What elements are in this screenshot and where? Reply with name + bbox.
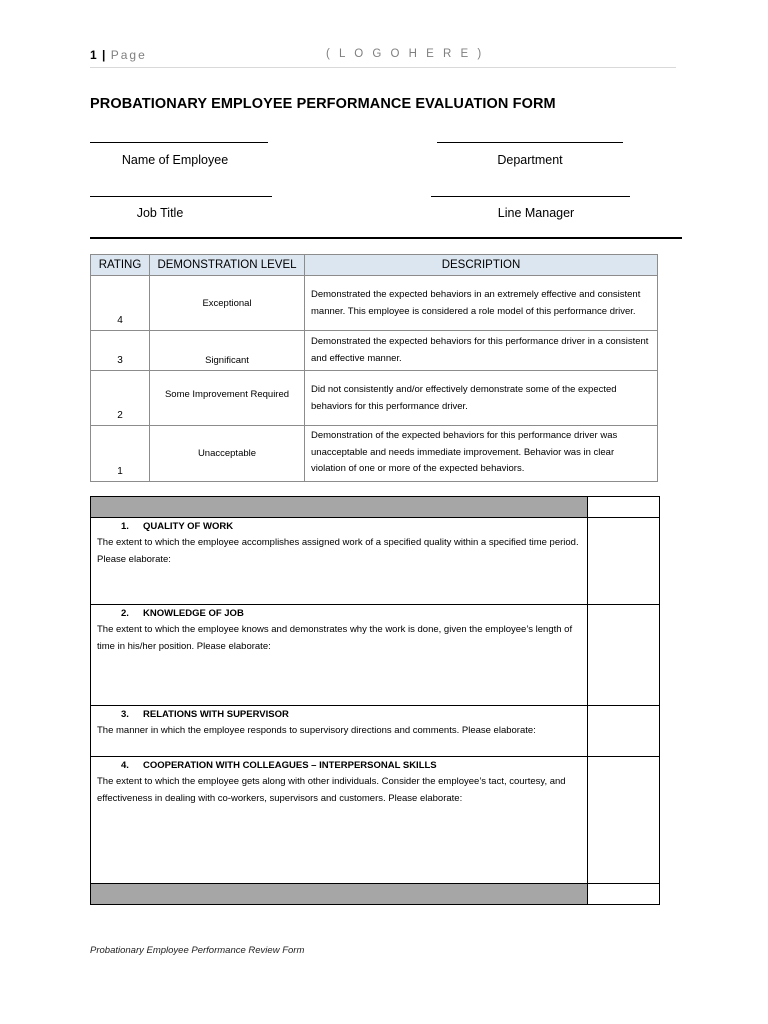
- question-title: COOPERATION WITH COLLEAGUES – INTERPERSONAL SKILLS: [143, 760, 437, 771]
- evaluation-item: [91, 518, 660, 605]
- rating-description: Did not consistently and/or effectively demonstrate some of the expected behaviors for this performance driver.: [305, 371, 658, 426]
- question-description: The extent to which the employee knows and demonstrates why the work is done, given the employee’s length of time in his/her position. Please elaborate:: [97, 624, 573, 652]
- question-number: 2.: [121, 608, 129, 619]
- score-input-cell[interactable]: [588, 706, 660, 757]
- table-row: [91, 371, 658, 426]
- line-manager-label: Line Manager: [497, 206, 575, 220]
- rating-header: RATING: [91, 255, 150, 276]
- department-label: Department: [497, 153, 563, 167]
- question-description: The manner in which the employee responds to supervisory directions and comments. Please elaborate:: [97, 725, 536, 736]
- score-input-cell[interactable]: [588, 757, 660, 884]
- question-heading: [97, 608, 581, 622]
- job-title-label: Job Title: [136, 206, 184, 220]
- page-footer: Probationary Employee Performance Review Form: [90, 945, 305, 956]
- evaluation-footer-cell: [91, 884, 588, 905]
- evaluation-item: [91, 706, 660, 757]
- evaluation-question: [91, 706, 588, 757]
- table-row: [91, 331, 658, 371]
- description-header: DESCRIPTION: [305, 255, 658, 276]
- question-heading: [97, 760, 581, 774]
- rating-value: 3: [91, 331, 150, 371]
- rating-value: 2: [91, 371, 150, 426]
- evaluation-header-row: [91, 497, 660, 518]
- demonstration-level: Significant: [150, 331, 305, 371]
- demonstration-level-header: DEMONSTRATION LEVEL: [150, 255, 305, 276]
- rating-description: Demonstrated the expected behaviors in an extremely effective and consistent manner. This employee is considered a role model of this performance driver.: [305, 276, 658, 331]
- section-divider: [90, 237, 682, 239]
- total-score-cell[interactable]: [588, 884, 660, 905]
- department-line[interactable]: [437, 142, 623, 143]
- rating-scale-table: [90, 254, 658, 482]
- line-manager-line[interactable]: [431, 196, 630, 197]
- question-number: 3.: [121, 709, 129, 720]
- evaluation-table: [90, 496, 660, 905]
- evaluation-score-header-cell: [588, 497, 660, 518]
- employee-name-label: Name of Employee: [121, 153, 229, 167]
- evaluation-question: [91, 605, 588, 706]
- rating-value: 4: [91, 276, 150, 331]
- question-heading: [97, 521, 581, 535]
- page-word: Page: [110, 48, 147, 62]
- evaluation-item: [91, 757, 660, 884]
- employee-name-line[interactable]: [90, 142, 268, 143]
- evaluation-question: [91, 518, 588, 605]
- question-title: RELATIONS WITH SUPERVISOR: [143, 709, 289, 720]
- evaluation-question: [91, 757, 588, 884]
- score-input-cell[interactable]: [588, 605, 660, 706]
- rating-value: 1: [91, 426, 150, 482]
- logo-placeholder: ( L O G O H E R E ): [326, 48, 485, 60]
- demonstration-level: Exceptional: [150, 276, 305, 331]
- table-row: [91, 426, 658, 482]
- score-input-cell[interactable]: [588, 518, 660, 605]
- question-description: The extent to which the employee gets along with other individuals. Consider the employee’s tact, courtesy, and effectiveness in dealing with co-workers, supervisors and customers. Please elaborate:: [97, 776, 566, 804]
- table-row: [91, 276, 658, 331]
- question-title: QUALITY OF WORK: [143, 521, 234, 532]
- rating-description: Demonstration of the expected behaviors for this performance driver was unacceptable and needs immediate improvement. Behavior was in clear violation of one or more of the expected behaviors.: [305, 426, 658, 482]
- demonstration-level: Unacceptable: [150, 426, 305, 482]
- job-title-line[interactable]: [90, 196, 272, 197]
- evaluation-footer-row: [91, 884, 660, 905]
- page-header: [90, 48, 676, 68]
- question-heading: [97, 709, 581, 723]
- form-title: PROBATIONARY EMPLOYEE PERFORMANCE EVALUATION FORM: [90, 96, 556, 112]
- demonstration-level: Some Improvement Required: [150, 371, 305, 426]
- rating-description: Demonstrated the expected behaviors for this performance driver in a consistent and effective manner.: [305, 331, 658, 371]
- question-number: 1.: [121, 521, 129, 532]
- question-number: 4.: [121, 760, 129, 771]
- question-description: The extent to which the employee accomplishes assigned work of a specified quality within a specified time period. Please elaborate:: [97, 537, 579, 565]
- question-title: KNOWLEDGE OF JOB: [143, 608, 244, 619]
- page-number: [90, 48, 147, 62]
- rating-table-header: [91, 255, 658, 276]
- evaluation-item: [91, 605, 660, 706]
- page-separator: |: [102, 48, 107, 62]
- page-number-value: 1: [90, 48, 98, 62]
- evaluation-header-cell: [91, 497, 588, 518]
